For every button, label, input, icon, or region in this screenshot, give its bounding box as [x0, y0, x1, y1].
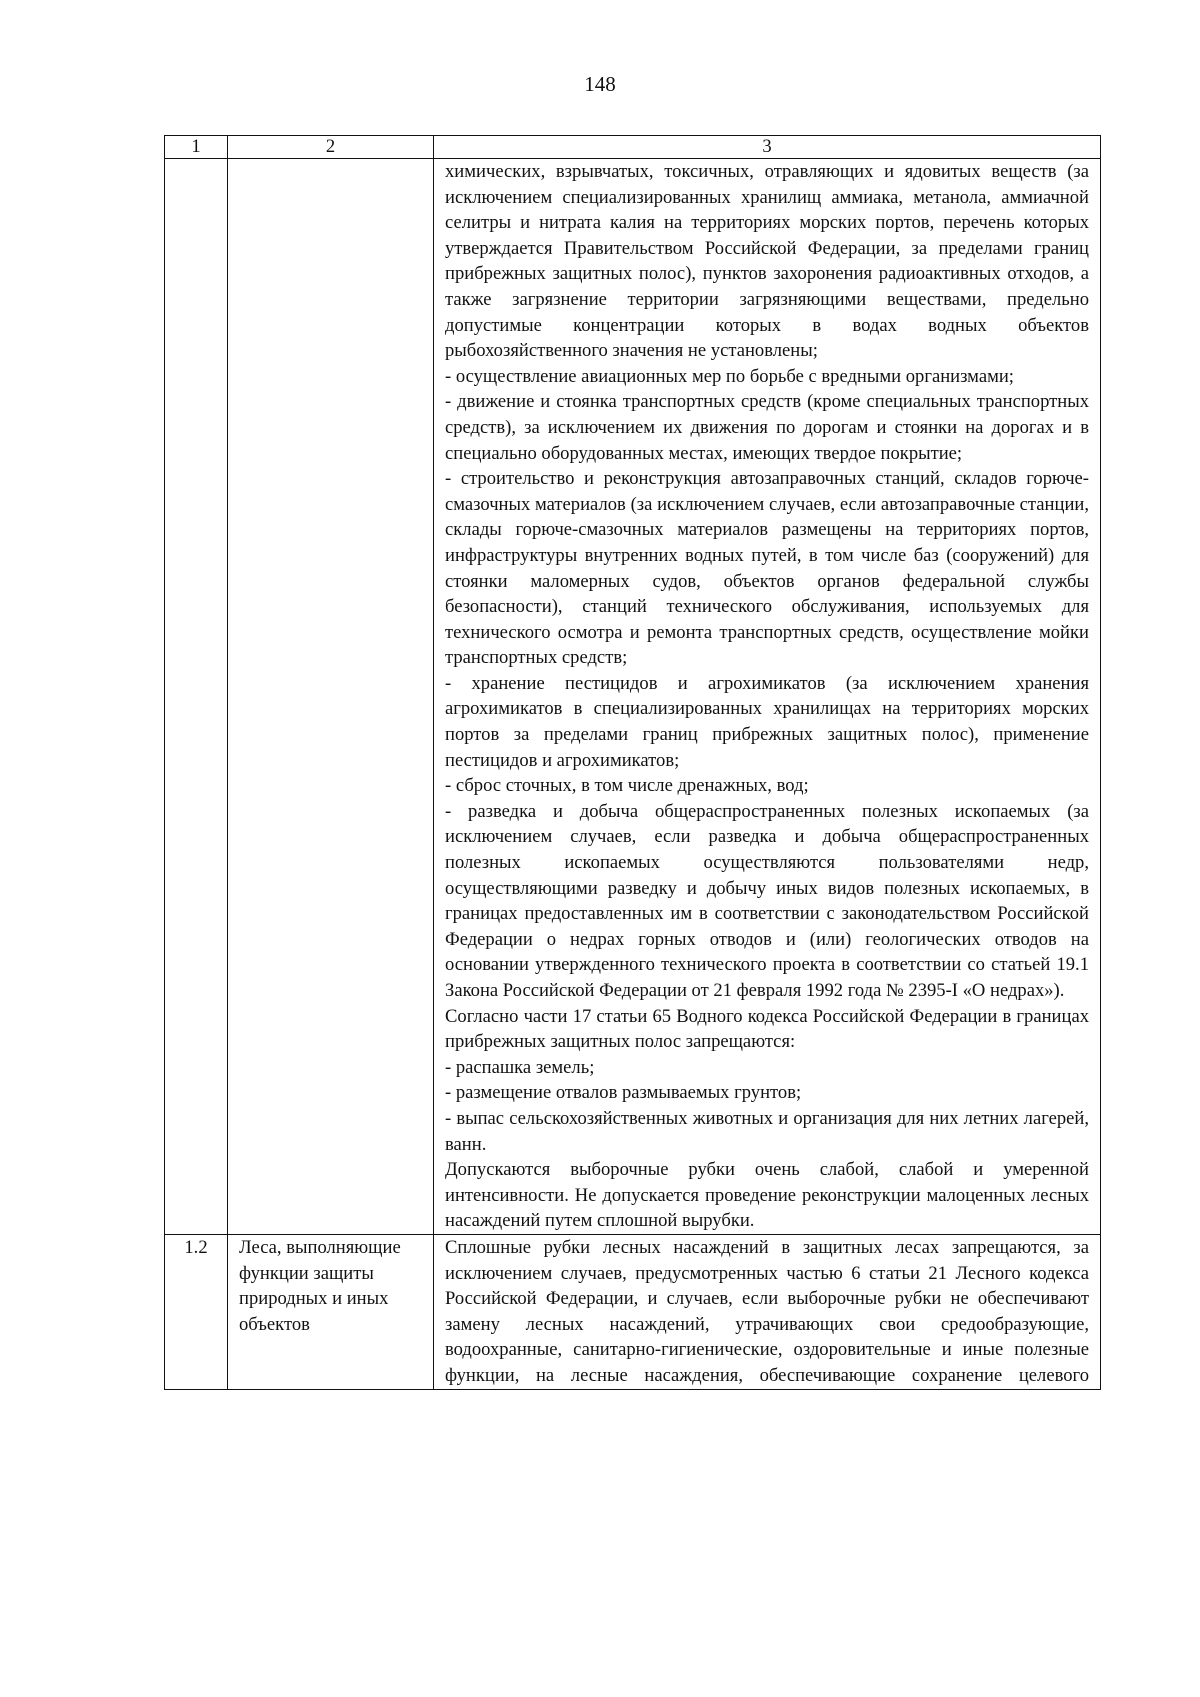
forest-category — [228, 159, 434, 1235]
paragraph: Сплошные рубки лесных насаждений в защитных лесах запрещаются, за исключением случаев, предусмотренных частью 6 статьи 21 Лесного кодекса Российской Федерации, и случаев, если выборочные рубки не обеспечивают замену лесных насаждений, утрачивающих свои средообразующие, водоохранные, санитарно-гигиенические, оздоровительные и иные полезные функции, на лесные насаждения, обеспечивающие сохранение целевого — [445, 1236, 1089, 1386]
restrictions-text — [434, 159, 1101, 1235]
header-col-3: 3 — [434, 136, 1101, 159]
row-number: 1.2 — [165, 1234, 228, 1389]
paragraph: - размещение отвалов размываемых грунтов; — [445, 1082, 802, 1104]
paragraph: - выпас сельскохозяйственных животных и организация для них летних лагерей, ванн. — [445, 1107, 1089, 1155]
restrictions-text — [434, 1234, 1101, 1389]
paragraph: химических, взрывчатых, токсичных, отравляющих и ядовитых веществ (за исключением специализированных хранилищ аммиака, метанола, аммиачной селитры и нитрата калия на территориях морских портов, перечень которых утверждается Правительством Российской Федерации, за пределами границ прибрежных защитных полос), пунктов захоронения радиоактивных отходов, а также загрязнение территории загрязняющими веществами, предельно допустимые концентрации которых в водах водных объектов рыбохозяйственного значения не установлены; — [445, 161, 1089, 362]
table-row — [165, 159, 1101, 1235]
paragraph: - сброс сточных, в том числе дренажных, вод; — [445, 775, 809, 797]
paragraph: Допускаются выборочные рубки очень слабой, слабой и умеренной интенсивности. Не допускается проведение реконструкции малоценных лесных насаждений путем сплошной вырубки. — [445, 1159, 1089, 1232]
row-number — [165, 159, 228, 1235]
paragraph: - хранение пестицидов и агрохимикатов (за исключением хранения агрохимикатов в специализированных хранилищах на территориях морских портов за пределами границ прибрежных защитных полос), применение пестицидов и агрохимикатов; — [445, 672, 1089, 771]
paragraph: - разведка и добыча общераспространенных полезных ископаемых (за исключением случаев, если разведка и добыча общераспространенных полезных ископаемых осуществляются пользователями недр, осуществляющими разведку и добычу иных видов полезных ископаемых, в границах предоставленных им в соответствии с законодательством Российской Федерации о недрах горных отводов и (или) геологических отводов на основании утвержденного технического проекта в соответствии со статьей 19.1 Закона Российской Федерации от 21 февраля 1992 года № 2395-I «О недрах»). — [445, 800, 1089, 1001]
paragraph: - строительство и реконструкция автозаправочных станций, складов горюче-смазочных материалов (за исключением случаев, если автозаправочные станции, склады горюче-смазочных материалов размещены на территориях портов, инфраструктуры внутренних водных путей, в том числе баз (сооружений) для стоянки маломерных судов, объектов органов федеральной службы безопасности), станций технического обслуживания, используемых для технического осмотра и ремонта транспортных средств, осуществление мойки транспортных средств; — [445, 468, 1089, 669]
paragraph: - осуществление авиационных мер по борьбе с вредными организмами; — [445, 365, 1014, 387]
paragraph: - распашка земель; — [445, 1056, 595, 1078]
table-row — [165, 1234, 1101, 1389]
header-col-2: 2 — [228, 136, 434, 159]
paragraph: - движение и стоянка транспортных средств (кроме специальных транспортных средств), за исключением их движения по дорогам и стоянки на дорогах и в специально оборудованных местах, имеющих твердое покрытие; — [445, 391, 1089, 464]
page-number: 148 — [584, 72, 616, 96]
restrictions-table — [164, 135, 1101, 1390]
forest-category: Леса, выполняющие функции защиты природных и иных объектов — [228, 1234, 434, 1389]
paragraph: Согласно части 17 статьи 65 Водного кодекса Российской Федерации в границах прибрежных защитных полос запрещаются: — [445, 1005, 1089, 1053]
header-col-1: 1 — [165, 136, 228, 159]
table-header-row — [165, 136, 1101, 159]
